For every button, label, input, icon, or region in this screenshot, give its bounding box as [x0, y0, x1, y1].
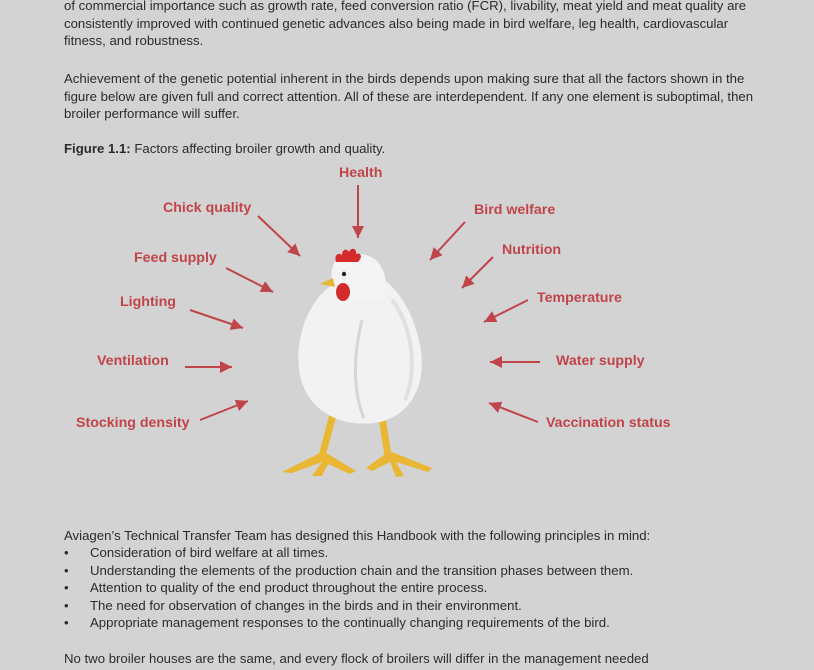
arrow-bird-welfare	[430, 222, 465, 260]
arrow-chick-quality	[258, 216, 300, 256]
list-item: • Understanding the elements of the production chain and the transition phases between them.	[64, 562, 784, 580]
list-item: • The need for observation of changes in the birds and in their environment.	[64, 597, 784, 615]
figure-caption	[64, 141, 385, 156]
list-item: • Consideration of bird welfare at all times.	[64, 544, 784, 562]
list-item: • Appropriate management responses to the continually changing requirements of the bird.	[64, 614, 784, 632]
factor-water-supply: Water supply	[556, 353, 645, 369]
arrow-nutrition	[462, 257, 493, 288]
intro-paragraph: of commercial importance such as growth rate, feed conversion ratio (FCR), livability, meat yield and meat quality are consistently improved with continued genetic advances also being made in bird welfare, leg health, cardiovascular fitness, and robustness.	[64, 0, 747, 49]
factor-stocking-density: Stocking density	[76, 415, 190, 431]
factor-temperature: Temperature	[537, 290, 622, 306]
factor-health: Health	[339, 165, 383, 181]
factor-arrows	[0, 160, 814, 490]
factor-feed-supply: Feed supply	[134, 250, 217, 266]
figure-label: Figure 1.1:	[64, 141, 131, 156]
principles-list	[64, 544, 784, 632]
principles-intro: Aviagen’s Technical Transfer Team has designed this Handbook with the following principles in mind:	[64, 528, 651, 543]
arrow-feed-supply	[226, 268, 273, 292]
arrow-vaccination-status	[489, 403, 538, 422]
factor-bird-welfare: Bird welfare	[474, 202, 556, 218]
arrow-stocking-density	[200, 401, 248, 420]
arrow-lighting	[190, 310, 243, 328]
genetic-potential-paragraph: Achievement of the genetic potential inherent in the birds depends upon making sure that all the factors shown in the figure below are given full and correct attention. All of these are interdependent. If any one element is suboptimal, then broiler performance will suffer.	[64, 71, 754, 122]
figure-caption-text: Factors affecting broiler growth and quality.	[130, 141, 386, 156]
factor-nutrition: Nutrition	[502, 242, 562, 258]
closing-paragraph: No two broiler houses are the same, and every flock of broilers will differ in the management needed	[64, 651, 649, 666]
factor-chick-quality: Chick quality	[163, 200, 252, 216]
factors-figure	[0, 160, 814, 490]
list-item: • Attention to quality of the end product throughout the entire process.	[64, 579, 784, 597]
arrow-temperature	[484, 300, 528, 322]
factor-ventilation: Ventilation	[97, 353, 169, 369]
factor-lighting: Lighting	[120, 294, 176, 310]
factor-vaccination-status: Vaccination status	[546, 415, 671, 431]
broiler-chicken-illustration	[282, 249, 432, 477]
